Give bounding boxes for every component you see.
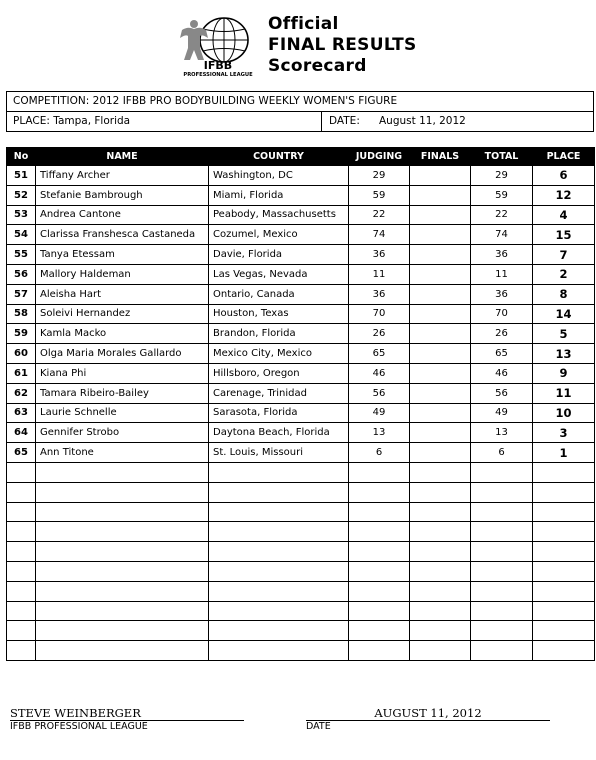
- cell-finals: [410, 264, 471, 284]
- cell-place: 15: [533, 225, 595, 245]
- cell-judging: 70: [349, 304, 410, 324]
- table-header-row: [7, 148, 595, 166]
- cell-finals: [410, 561, 471, 581]
- cell-no: [7, 502, 36, 522]
- table-row: [7, 264, 595, 284]
- cell-country: Hillsboro, Oregon: [209, 363, 349, 383]
- cell-country: Davie, Florida: [209, 245, 349, 265]
- signer-name: STEVE WEINBERGER: [10, 707, 244, 721]
- cell-country: [209, 542, 349, 562]
- cell-name: Tiffany Archer: [36, 166, 209, 186]
- cell-name: [36, 621, 209, 641]
- cell-country: Daytona Beach, Florida: [209, 423, 349, 443]
- table-row: [7, 423, 595, 443]
- cell-no: 61: [7, 363, 36, 383]
- cell-name: [36, 601, 209, 621]
- cell-country: [209, 462, 349, 482]
- cell-total: [471, 502, 533, 522]
- cell-total: 70: [471, 304, 533, 324]
- cell-place: 10: [533, 403, 595, 423]
- cell-name: [36, 542, 209, 562]
- cell-no: 63: [7, 403, 36, 423]
- cell-no: [7, 641, 36, 661]
- cell-no: 51: [7, 166, 36, 186]
- header-finals: FINALS: [410, 148, 471, 166]
- cell-country: Washington, DC: [209, 166, 349, 186]
- cell-country: Miami, Florida: [209, 185, 349, 205]
- cell-no: 60: [7, 344, 36, 364]
- table-row: [7, 621, 595, 641]
- cell-name: Kamla Macko: [36, 324, 209, 344]
- cell-name: [36, 462, 209, 482]
- cell-judging: [349, 462, 410, 482]
- table-row: [7, 225, 595, 245]
- cell-no: 64: [7, 423, 36, 443]
- cell-country: Ontario, Canada: [209, 284, 349, 304]
- cell-judging: 74: [349, 225, 410, 245]
- cell-judging: 26: [349, 324, 410, 344]
- cell-no: [7, 581, 36, 601]
- cell-finals: [410, 443, 471, 463]
- cell-name: Ann Titone: [36, 443, 209, 463]
- cell-name: Tanya Etessam: [36, 245, 209, 265]
- cell-finals: [410, 324, 471, 344]
- cell-total: [471, 641, 533, 661]
- table-row: [7, 383, 595, 403]
- cell-total: 26: [471, 324, 533, 344]
- cell-total: [471, 621, 533, 641]
- cell-judging: 65: [349, 344, 410, 364]
- table-row: [7, 443, 595, 463]
- cell-total: [471, 601, 533, 621]
- cell-name: [36, 522, 209, 542]
- cell-finals: [410, 363, 471, 383]
- cell-name: [36, 482, 209, 502]
- cell-total: [471, 462, 533, 482]
- cell-country: St. Louis, Missouri: [209, 443, 349, 463]
- table-row: [7, 641, 595, 661]
- table-row: [7, 542, 595, 562]
- cell-finals: [410, 205, 471, 225]
- cell-judging: [349, 581, 410, 601]
- cell-name: Tamara Ribeiro-Bailey: [36, 383, 209, 403]
- cell-judging: 22: [349, 205, 410, 225]
- cell-finals: [410, 284, 471, 304]
- header-place: PLACE: [533, 148, 595, 166]
- cell-no: 52: [7, 185, 36, 205]
- cell-no: [7, 621, 36, 641]
- table-row: [7, 245, 595, 265]
- cell-no: 57: [7, 284, 36, 304]
- cell-finals: [410, 522, 471, 542]
- cell-judging: 11: [349, 264, 410, 284]
- cell-finals: [410, 185, 471, 205]
- cell-judging: 46: [349, 363, 410, 383]
- cell-country: Houston, Texas: [209, 304, 349, 324]
- cell-total: [471, 482, 533, 502]
- cell-place: [533, 561, 595, 581]
- cell-no: [7, 462, 36, 482]
- cell-finals: [410, 581, 471, 601]
- cell-country: Cozumel, Mexico: [209, 225, 349, 245]
- table-row: [7, 363, 595, 383]
- cell-total: 13: [471, 423, 533, 443]
- cell-total: [471, 581, 533, 601]
- cell-total: 59: [471, 185, 533, 205]
- cell-judging: [349, 561, 410, 581]
- cell-name: Clarissa Franshesca Castaneda: [36, 225, 209, 245]
- cell-place: 6: [533, 166, 595, 186]
- signature-date: AUGUST 11, 2012: [306, 707, 550, 721]
- cell-place: [533, 502, 595, 522]
- header-name: NAME: [36, 148, 209, 166]
- cell-judging: 49: [349, 403, 410, 423]
- signer-org: IFBB PROFESSIONAL LEAGUE: [10, 721, 148, 732]
- table-row: [7, 581, 595, 601]
- cell-judging: 13: [349, 423, 410, 443]
- results-table: [6, 147, 595, 661]
- cell-no: 59: [7, 324, 36, 344]
- ifbb-logo: [172, 14, 264, 78]
- cell-total: 65: [471, 344, 533, 364]
- cell-no: 54: [7, 225, 36, 245]
- cell-place: [533, 522, 595, 542]
- cell-finals: [410, 383, 471, 403]
- table-row: [7, 166, 595, 186]
- cell-name: Kiana Phi: [36, 363, 209, 383]
- cell-place: 7: [533, 245, 595, 265]
- cell-finals: [410, 304, 471, 324]
- cell-name: Gennifer Strobo: [36, 423, 209, 443]
- table-row: [7, 185, 595, 205]
- table-row: [7, 522, 595, 542]
- cell-finals: [410, 621, 471, 641]
- cell-total: 22: [471, 205, 533, 225]
- cell-country: [209, 561, 349, 581]
- cell-no: [7, 601, 36, 621]
- logo-subtext: PROFESSIONAL LEAGUE: [183, 72, 253, 78]
- cell-total: 36: [471, 245, 533, 265]
- cell-no: 55: [7, 245, 36, 265]
- cell-judging: [349, 601, 410, 621]
- cell-name: Laurie Schnelle: [36, 403, 209, 423]
- cell-name: [36, 581, 209, 601]
- cell-place: [533, 601, 595, 621]
- cell-no: 56: [7, 264, 36, 284]
- table-row: [7, 601, 595, 621]
- cell-place: [533, 482, 595, 502]
- table-row: [7, 403, 595, 423]
- cell-judging: [349, 522, 410, 542]
- cell-total: 29: [471, 166, 533, 186]
- cell-finals: [410, 601, 471, 621]
- cell-place: 3: [533, 423, 595, 443]
- cell-place: 5: [533, 324, 595, 344]
- cell-country: Sarasota, Florida: [209, 403, 349, 423]
- title-line-3: Scorecard: [268, 56, 367, 76]
- cell-place: 11: [533, 383, 595, 403]
- cell-name: Stefanie Bambrough: [36, 185, 209, 205]
- cell-finals: [410, 462, 471, 482]
- cell-place: 1: [533, 443, 595, 463]
- header-judging: JUDGING: [349, 148, 410, 166]
- table-row: [7, 205, 595, 225]
- cell-name: [36, 561, 209, 581]
- competition-info-box: [6, 91, 594, 132]
- table-row: [7, 502, 595, 522]
- cell-judging: [349, 641, 410, 661]
- table-row: [7, 324, 595, 344]
- cell-country: [209, 522, 349, 542]
- cell-total: [471, 522, 533, 542]
- cell-country: Peabody, Massachusetts: [209, 205, 349, 225]
- cell-no: [7, 482, 36, 502]
- cell-no: 62: [7, 383, 36, 403]
- cell-total: 49: [471, 403, 533, 423]
- cell-no: [7, 561, 36, 581]
- table-row: [7, 304, 595, 324]
- cell-name: Mallory Haldeman: [36, 264, 209, 284]
- cell-judging: [349, 621, 410, 641]
- cell-country: [209, 581, 349, 601]
- cell-no: [7, 542, 36, 562]
- cell-finals: [410, 344, 471, 364]
- table-row: [7, 344, 595, 364]
- cell-country: [209, 641, 349, 661]
- cell-place: [533, 542, 595, 562]
- header-no: No: [7, 148, 36, 166]
- cell-country: Carenage, Trinidad: [209, 383, 349, 403]
- cell-no: [7, 522, 36, 542]
- cell-country: Mexico City, Mexico: [209, 344, 349, 364]
- header-total: TOTAL: [471, 148, 533, 166]
- competition-field: COMPETITION: 2012 IFBB PRO BODYBUILDING WEEKLY WOMEN'S FIGURE: [7, 92, 593, 112]
- cell-country: [209, 482, 349, 502]
- cell-judging: [349, 542, 410, 562]
- cell-finals: [410, 245, 471, 265]
- cell-finals: [410, 403, 471, 423]
- table-row: [7, 561, 595, 581]
- cell-place: [533, 581, 595, 601]
- cell-judging: 56: [349, 383, 410, 403]
- table-row: [7, 284, 595, 304]
- cell-total: 6: [471, 443, 533, 463]
- title-line-1: Official: [268, 14, 339, 34]
- cell-place: 8: [533, 284, 595, 304]
- cell-judging: [349, 502, 410, 522]
- cell-place: 14: [533, 304, 595, 324]
- cell-total: [471, 542, 533, 562]
- cell-country: Brandon, Florida: [209, 324, 349, 344]
- scorecard-title: [268, 14, 417, 77]
- cell-country: [209, 601, 349, 621]
- date-value: August 11, 2012: [379, 115, 466, 127]
- cell-finals: [410, 542, 471, 562]
- cell-no: 65: [7, 443, 36, 463]
- cell-total: 74: [471, 225, 533, 245]
- cell-name: Soleivi Hernandez: [36, 304, 209, 324]
- cell-total: 11: [471, 264, 533, 284]
- cell-finals: [410, 482, 471, 502]
- cell-judging: 59: [349, 185, 410, 205]
- table-row: [7, 462, 595, 482]
- cell-judging: 6: [349, 443, 410, 463]
- cell-place: 2: [533, 264, 595, 284]
- cell-place: [533, 641, 595, 661]
- cell-finals: [410, 166, 471, 186]
- signature-date-label: DATE: [306, 721, 331, 732]
- table-row: [7, 482, 595, 502]
- cell-total: [471, 561, 533, 581]
- cell-name: Andrea Cantone: [36, 205, 209, 225]
- cell-finals: [410, 641, 471, 661]
- cell-place: [533, 621, 595, 641]
- cell-finals: [410, 225, 471, 245]
- cell-total: 56: [471, 383, 533, 403]
- cell-name: [36, 641, 209, 661]
- place-date-row: [7, 112, 593, 132]
- date-label: DATE:: [329, 115, 360, 127]
- cell-judging: 36: [349, 245, 410, 265]
- cell-name: [36, 502, 209, 522]
- cell-place: [533, 462, 595, 482]
- cell-no: 58: [7, 304, 36, 324]
- logo-text: IFBB: [203, 59, 233, 72]
- cell-total: 36: [471, 284, 533, 304]
- cell-name: Olga Maria Morales Gallardo: [36, 344, 209, 364]
- cell-place: 9: [533, 363, 595, 383]
- cell-country: [209, 621, 349, 641]
- cell-judging: 36: [349, 284, 410, 304]
- cell-place: 13: [533, 344, 595, 364]
- cell-place: 4: [533, 205, 595, 225]
- cell-name: Aleisha Hart: [36, 284, 209, 304]
- cell-finals: [410, 502, 471, 522]
- place-field: PLACE: Tampa, Florida: [7, 112, 322, 132]
- cell-judging: [349, 482, 410, 502]
- cell-no: 53: [7, 205, 36, 225]
- cell-finals: [410, 423, 471, 443]
- header-country: COUNTRY: [209, 148, 349, 166]
- cell-total: 46: [471, 363, 533, 383]
- cell-country: [209, 502, 349, 522]
- title-line-2: FINAL RESULTS: [268, 35, 417, 55]
- cell-place: 12: [533, 185, 595, 205]
- cell-country: Las Vegas, Nevada: [209, 264, 349, 284]
- cell-judging: 29: [349, 166, 410, 186]
